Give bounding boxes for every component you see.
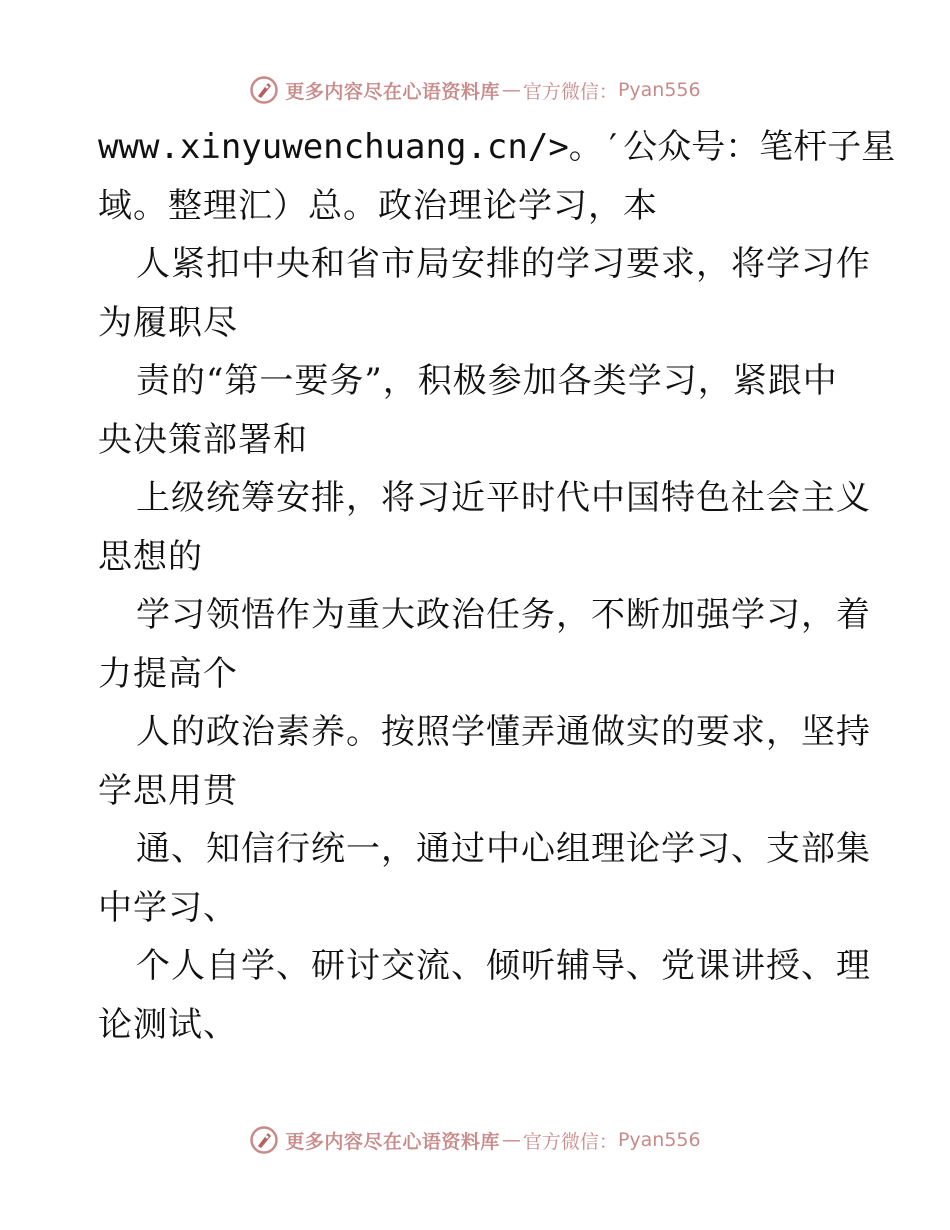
text-line: 央决策部署和 [98, 419, 308, 460]
banner-wechat-label: 官方微信： [522, 1130, 618, 1153]
text-line: 力提高个 [98, 653, 238, 694]
banner-wechat-label: 官方微信： [522, 80, 618, 103]
text-line: 学思用贯 [98, 770, 238, 811]
text-line: www.xinyuwenchuang.cn/>。′公众号：笔杆子星 [98, 127, 896, 167]
pen-nib-logo-icon [249, 75, 279, 105]
footer-banner [0, 1122, 950, 1158]
text-line: 个人自学、研讨交流、倾听辅导、党课讲授、理 [136, 946, 871, 986]
banner-wechat-id: Pyan556 [617, 1129, 701, 1151]
pen-nib-logo-icon [249, 1125, 279, 1155]
text-line: 中学习、 [98, 887, 238, 928]
text-line: 人的政治素养。按照学懂弄通做实的要求，坚持 [136, 712, 871, 752]
text-line: 为履职尽 [98, 302, 238, 343]
text-line: 人紧扣中央和省市局安排的学习要求，将学习作 [136, 244, 871, 284]
text-line: 域。整理汇）总。政治理论学习，本 [98, 185, 658, 226]
text-line: 上级统筹安排，将习近平时代中国特色社会主义 [136, 478, 871, 518]
banner-separator: — [501, 79, 521, 101]
text-line: 通、知信行统一，通过中心组理论学习、支部集 [136, 829, 871, 869]
banner-brand-text: 更多内容尽在心语资料库 [285, 1130, 500, 1153]
banner-brand-text: 更多内容尽在心语资料库 [285, 80, 500, 103]
banner-wechat-id: Pyan556 [617, 79, 701, 101]
banner-separator: — [501, 1129, 521, 1151]
header-banner [0, 72, 950, 108]
document-body [98, 118, 896, 1054]
text-line: 论测试、 [98, 1004, 238, 1045]
text-line: 思想的 [98, 536, 203, 577]
text-line: 责的“第一要务”，积极参加各类学习，紧跟中 [136, 361, 838, 401]
text-line: 学习领悟作为重大政治任务，不断加强学习，着 [136, 595, 871, 635]
